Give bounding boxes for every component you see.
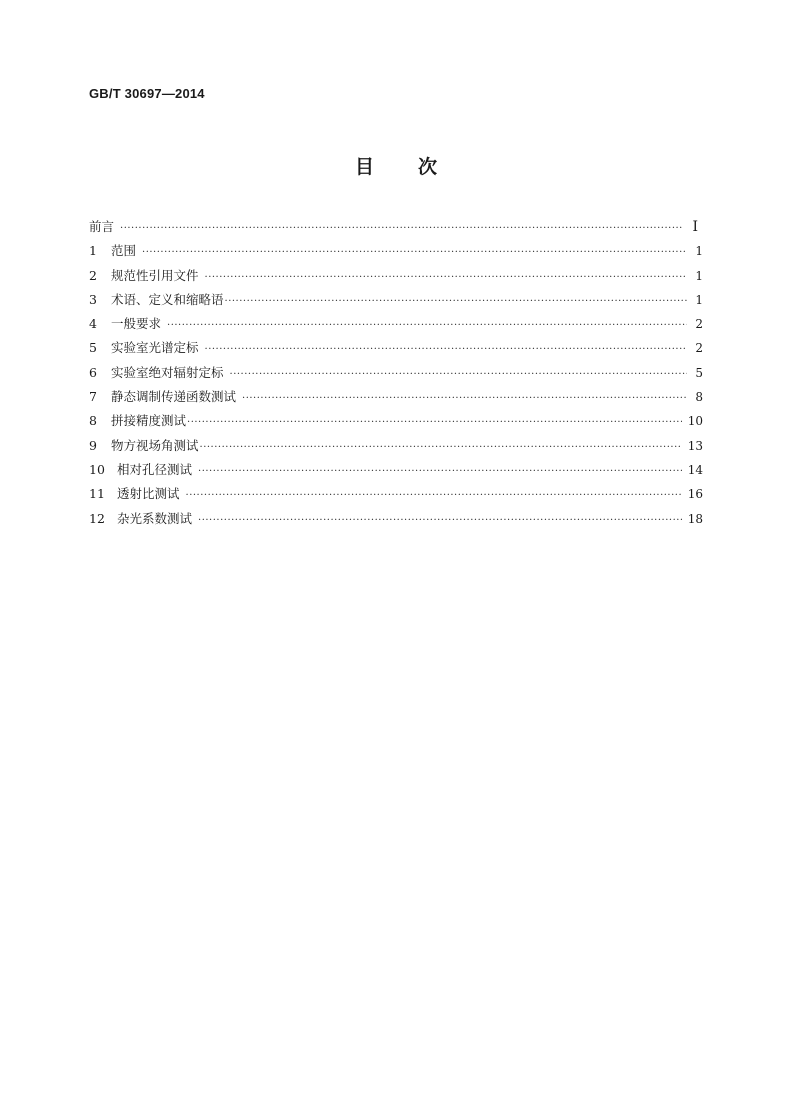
toc-leader-dots — [198, 460, 682, 484]
toc-entry-number: 1 — [89, 243, 97, 259]
toc-leader-dots — [186, 484, 682, 508]
toc-entry-10[interactable] — [89, 458, 703, 482]
toc-entry-7[interactable] — [89, 385, 703, 409]
toc-leader-dots — [187, 411, 682, 435]
toc-entry-label: 静态调制传递函数测试 — [111, 389, 237, 405]
toc-entry-number: 5 — [89, 340, 97, 356]
toc-entry-number: 7 — [89, 389, 97, 405]
toc-entry-label: 规范性引用文件 — [111, 267, 199, 283]
toc-entry-label: 物方视场角测试 — [111, 437, 199, 453]
toc-entry-12[interactable] — [89, 507, 703, 531]
toc-leader-dots — [198, 509, 682, 533]
toc-leader-dots — [205, 338, 687, 362]
toc-entry-number: 6 — [89, 364, 97, 380]
toc-leader-dots — [167, 314, 687, 338]
toc-leader-dots — [230, 363, 687, 387]
toc-entry-label: 实验室光谱定标 — [111, 340, 199, 356]
toc-entry-number: 8 — [89, 413, 97, 429]
toc-entry-number: 10 — [89, 461, 105, 477]
toc-entry-label: 范围 — [111, 243, 137, 259]
toc-entry-number: 3 — [89, 291, 97, 307]
toc-entry-3[interactable] — [89, 288, 703, 312]
toc-entry-preface[interactable] — [89, 215, 703, 239]
toc-leader-dots — [120, 217, 682, 241]
toc-entry-number: 9 — [89, 437, 97, 453]
toc-entry-4[interactable] — [89, 312, 703, 336]
toc-entry-page: 2 — [695, 317, 703, 332]
toc-entry-page: 13 — [687, 438, 703, 453]
toc-entry-page: 5 — [695, 365, 703, 380]
title-char-2: 次 — [418, 156, 438, 178]
toc-entry-page: I — [692, 219, 698, 235]
toc-entry-9[interactable] — [89, 434, 703, 458]
toc-entry-page: 18 — [687, 511, 703, 526]
standard-code: GB/T 30697—2014 — [89, 86, 205, 101]
toc-entry-page: 14 — [687, 462, 703, 477]
toc-entry-page: 10 — [687, 414, 703, 429]
table-of-contents — [89, 215, 703, 531]
toc-entry-number: 2 — [89, 267, 97, 283]
toc-leader-dots — [242, 387, 687, 411]
toc-entry-page: 16 — [687, 487, 703, 502]
toc-entry-number: 11 — [89, 486, 105, 502]
toc-entry-1[interactable] — [89, 239, 703, 263]
toc-entry-2[interactable] — [89, 264, 703, 288]
toc-entry-label: 术语、定义和缩略语 — [111, 291, 224, 307]
toc-leader-dots — [200, 436, 682, 460]
toc-entry-number: 4 — [89, 316, 97, 332]
toc-entry-5[interactable] — [89, 336, 703, 360]
toc-entry-11[interactable] — [89, 482, 703, 506]
toc-leader-dots — [142, 241, 687, 265]
page-title — [0, 152, 792, 179]
toc-entry-page: 1 — [695, 292, 703, 307]
toc-entry-label: 实验室绝对辐射定标 — [111, 364, 224, 380]
toc-entry-label: 一般要求 — [111, 316, 162, 332]
toc-entry-page: 1 — [695, 244, 703, 259]
toc-entry-page: 1 — [695, 268, 703, 283]
toc-entry-page: 2 — [695, 341, 703, 356]
toc-entry-label: 杂光系数测试 — [117, 510, 193, 526]
toc-entry-label: 拼接精度测试 — [111, 413, 187, 429]
toc-entry-6[interactable] — [89, 361, 703, 385]
toc-entry-label: 相对孔径测试 — [117, 461, 193, 477]
toc-leader-dots — [225, 290, 687, 314]
toc-entry-number: 12 — [89, 510, 105, 526]
toc-leader-dots — [205, 266, 687, 290]
toc-entry-label: 透射比测试 — [117, 486, 180, 502]
toc-entry-page: 8 — [695, 390, 703, 405]
title-char-1: 目 — [354, 156, 374, 178]
toc-entry-label: 前言 — [89, 219, 115, 234]
toc-entry-8[interactable] — [89, 409, 703, 433]
